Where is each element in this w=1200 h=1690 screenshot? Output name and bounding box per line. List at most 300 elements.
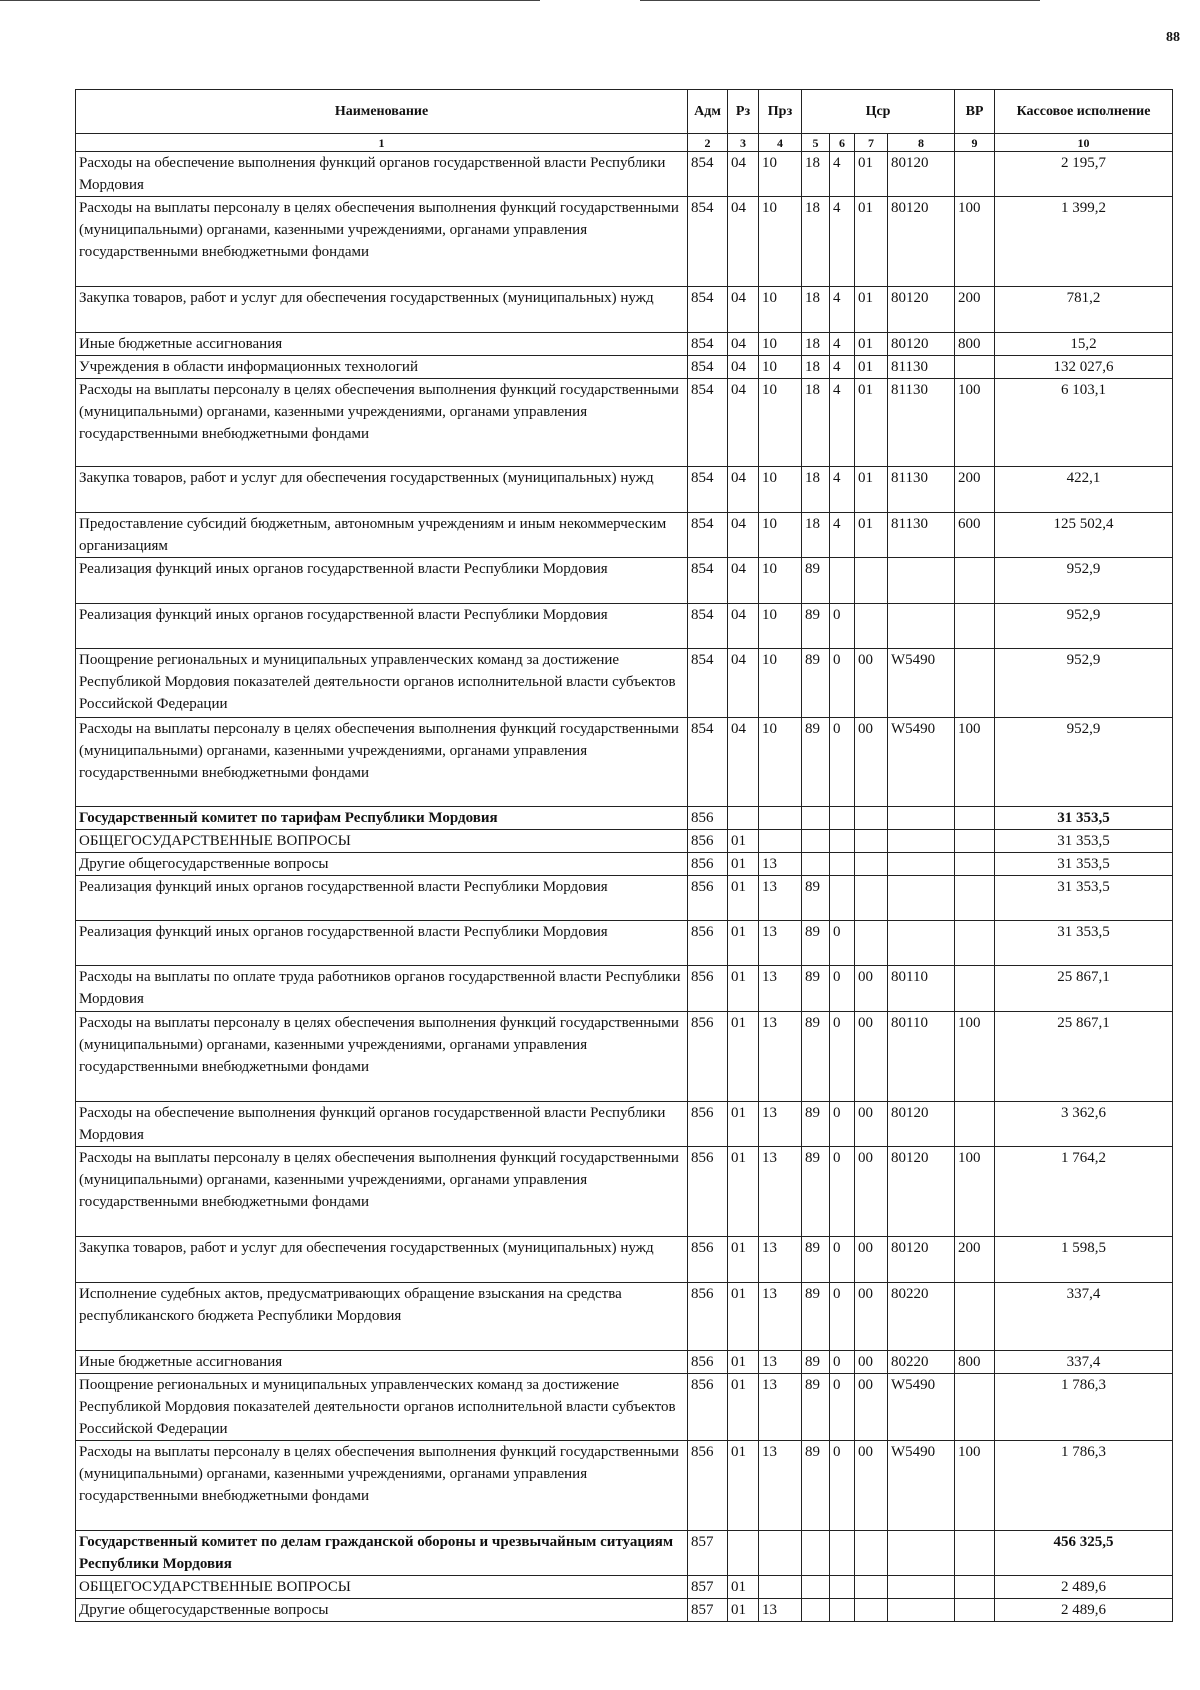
row-csr-subprogram-cell: 0: [830, 604, 855, 649]
row-csr-subprogram-cell: 0: [830, 649, 855, 718]
table-row: [76, 807, 1173, 830]
row-amount-cell: 1 786,3: [995, 1441, 1173, 1531]
row-name-cell: Расходы на выплаты персоналу в целях обеспечения выполнения функций государственными (муниципальными) органами, казенными учреждениями, органами управления государственными внебюджетными фондами: [76, 197, 688, 287]
row-adm-cell: 854: [688, 649, 728, 718]
row-name-cell: Учреждения в области информационных технологий: [76, 356, 688, 379]
budget-execution-table: [75, 89, 1173, 1622]
row-prz-cell: 13: [759, 1351, 802, 1374]
row-prz-cell: 10: [759, 649, 802, 718]
table-row: [76, 152, 1173, 197]
row-vr-cell: [955, 152, 995, 197]
row-prz-cell: [759, 1576, 802, 1599]
table-row: [76, 513, 1173, 558]
row-prz-cell: 13: [759, 876, 802, 921]
row-name-cell: Поощрение региональных и муниципальных управленческих команд за достижение Республикой Мордовия показателей деятельности органов исполнительной власти субъектов Российской Федерации: [76, 649, 688, 718]
row-vr-cell: [955, 1599, 995, 1622]
row-csr-event-cell: [855, 853, 888, 876]
row-name-cell: Иные бюджетные ассигнования: [76, 333, 688, 356]
row-csr-event-cell: 01: [855, 467, 888, 513]
header-vr: ВР: [955, 90, 995, 134]
row-csr-event-cell: 00: [855, 1147, 888, 1237]
row-name-cell: Другие общегосударственные вопросы: [76, 853, 688, 876]
row-adm-cell: 856: [688, 1283, 728, 1351]
row-vr-cell: 100: [955, 379, 995, 467]
row-amount-cell: 456 325,5: [995, 1531, 1173, 1576]
row-csr-direction-cell: 80120: [888, 1102, 955, 1147]
row-rz-cell: 01: [728, 1102, 759, 1147]
row-csr-program-cell: 89: [802, 1441, 830, 1531]
row-rz-cell: 01: [728, 1599, 759, 1622]
row-amount-cell: 422,1: [995, 467, 1173, 513]
row-csr-subprogram-cell: 0: [830, 921, 855, 966]
row-amount-cell: 952,9: [995, 558, 1173, 604]
row-csr-program-cell: [802, 853, 830, 876]
row-name-cell: Реализация функций иных органов государственной власти Республики Мордовия: [76, 558, 688, 604]
row-rz-cell: 01: [728, 830, 759, 853]
row-csr-direction-cell: 80120: [888, 152, 955, 197]
row-name-cell: Расходы на выплаты персоналу в целях обеспечения выполнения функций государственными (муниципальными) органами, казенными учреждениями, органами управления государственными внебюджетными фондами: [76, 1012, 688, 1102]
row-amount-cell: 1 399,2: [995, 197, 1173, 287]
row-amount-cell: 25 867,1: [995, 1012, 1173, 1102]
row-csr-event-cell: 00: [855, 1237, 888, 1283]
row-prz-cell: 10: [759, 287, 802, 333]
row-csr-direction-cell: [888, 1531, 955, 1576]
row-csr-subprogram-cell: [830, 1599, 855, 1622]
table-row: [76, 853, 1173, 876]
table-row: [76, 333, 1173, 356]
row-vr-cell: [955, 1531, 995, 1576]
scan-edge-line: [0, 0, 540, 1]
row-csr-direction-cell: [888, 604, 955, 649]
row-csr-program-cell: [802, 830, 830, 853]
table-row: [76, 1102, 1173, 1147]
table-row: [76, 197, 1173, 287]
row-name-cell: Закупка товаров, работ и услуг для обеспечения государственных (муниципальных) нужд: [76, 1237, 688, 1283]
row-csr-program-cell: [802, 807, 830, 830]
row-vr-cell: 100: [955, 197, 995, 287]
header-rz: Рз: [728, 90, 759, 134]
table-row: [76, 1576, 1173, 1599]
row-csr-direction-cell: [888, 830, 955, 853]
row-csr-subprogram-cell: 4: [830, 333, 855, 356]
row-csr-direction-cell: [888, 1576, 955, 1599]
table-row: [76, 718, 1173, 807]
row-adm-cell: 856: [688, 807, 728, 830]
row-csr-event-cell: 00: [855, 1102, 888, 1147]
row-csr-program-cell: 18: [802, 379, 830, 467]
row-rz-cell: 04: [728, 379, 759, 467]
row-prz-cell: 13: [759, 1441, 802, 1531]
row-vr-cell: [955, 1576, 995, 1599]
row-vr-cell: 800: [955, 333, 995, 356]
row-csr-subprogram-cell: 0: [830, 1283, 855, 1351]
row-amount-cell: 781,2: [995, 287, 1173, 333]
row-csr-subprogram-cell: 4: [830, 467, 855, 513]
row-csr-event-cell: 01: [855, 356, 888, 379]
column-number: 6: [830, 134, 855, 152]
row-csr-event-cell: 00: [855, 718, 888, 807]
row-csr-event-cell: 01: [855, 287, 888, 333]
row-csr-program-cell: 89: [802, 1147, 830, 1237]
row-csr-subprogram-cell: [830, 830, 855, 853]
row-adm-cell: 854: [688, 718, 728, 807]
row-csr-direction-cell: 81130: [888, 379, 955, 467]
row-prz-cell: 10: [759, 379, 802, 467]
table-row: [76, 1441, 1173, 1531]
row-csr-direction-cell: [888, 1599, 955, 1622]
row-csr-direction-cell: 80120: [888, 333, 955, 356]
header-csr: Цср: [802, 90, 955, 134]
table-row: [76, 1351, 1173, 1374]
row-csr-event-cell: 00: [855, 1374, 888, 1441]
row-csr-program-cell: 89: [802, 718, 830, 807]
table-row: [76, 1599, 1173, 1622]
row-vr-cell: [955, 853, 995, 876]
column-number: 3: [728, 134, 759, 152]
row-rz-cell: 04: [728, 152, 759, 197]
row-adm-cell: 854: [688, 513, 728, 558]
row-vr-cell: 600: [955, 513, 995, 558]
row-adm-cell: 856: [688, 1374, 728, 1441]
column-number: 5: [802, 134, 830, 152]
row-amount-cell: 6 103,1: [995, 379, 1173, 467]
row-prz-cell: 10: [759, 604, 802, 649]
row-vr-cell: [955, 558, 995, 604]
row-csr-event-cell: 01: [855, 197, 888, 287]
row-amount-cell: 2 489,6: [995, 1599, 1173, 1622]
row-amount-cell: 1 786,3: [995, 1374, 1173, 1441]
row-csr-subprogram-cell: 4: [830, 379, 855, 467]
row-adm-cell: 854: [688, 604, 728, 649]
row-csr-event-cell: [855, 1531, 888, 1576]
header-prz: Прз: [759, 90, 802, 134]
row-name-cell: Закупка товаров, работ и услуг для обеспечения государственных (муниципальных) нужд: [76, 287, 688, 333]
row-prz-cell: 10: [759, 558, 802, 604]
row-prz-cell: 10: [759, 197, 802, 287]
row-name-cell: Иные бюджетные ассигнования: [76, 1351, 688, 1374]
row-csr-event-cell: [855, 876, 888, 921]
column-number: 7: [855, 134, 888, 152]
row-amount-cell: 31 353,5: [995, 876, 1173, 921]
row-vr-cell: 100: [955, 1441, 995, 1531]
row-name-cell: Реализация функций иных органов государственной власти Республики Мордовия: [76, 604, 688, 649]
table-row: [76, 876, 1173, 921]
row-prz-cell: 13: [759, 1374, 802, 1441]
row-vr-cell: [955, 1283, 995, 1351]
row-csr-event-cell: 00: [855, 1351, 888, 1374]
row-rz-cell: 01: [728, 1374, 759, 1441]
column-number: 1: [76, 134, 688, 152]
row-prz-cell: 10: [759, 513, 802, 558]
column-number: 8: [888, 134, 955, 152]
row-csr-subprogram-cell: [830, 558, 855, 604]
row-csr-subprogram-cell: [830, 1576, 855, 1599]
row-csr-direction-cell: 80120: [888, 1237, 955, 1283]
row-adm-cell: 854: [688, 197, 728, 287]
row-csr-subprogram-cell: 4: [830, 152, 855, 197]
table-row: [76, 356, 1173, 379]
table-row: [76, 604, 1173, 649]
row-amount-cell: 125 502,4: [995, 513, 1173, 558]
header-amount: Кассовое исполнение: [995, 90, 1173, 134]
row-adm-cell: 854: [688, 287, 728, 333]
row-prz-cell: 10: [759, 152, 802, 197]
row-rz-cell: 01: [728, 1441, 759, 1531]
row-csr-program-cell: 18: [802, 152, 830, 197]
row-adm-cell: 857: [688, 1599, 728, 1622]
row-csr-direction-cell: 81130: [888, 467, 955, 513]
row-csr-program-cell: 89: [802, 649, 830, 718]
row-vr-cell: 100: [955, 1012, 995, 1102]
row-prz-cell: 13: [759, 1237, 802, 1283]
row-csr-event-cell: 00: [855, 966, 888, 1012]
column-number-row: [76, 134, 1173, 152]
row-prz-cell: [759, 1531, 802, 1576]
row-rz-cell: 04: [728, 287, 759, 333]
table-row: [76, 1237, 1173, 1283]
row-csr-subprogram-cell: 0: [830, 1147, 855, 1237]
row-vr-cell: [955, 356, 995, 379]
row-rz-cell: 04: [728, 649, 759, 718]
row-csr-event-cell: [855, 807, 888, 830]
row-csr-subprogram-cell: 4: [830, 356, 855, 379]
table-row: [76, 830, 1173, 853]
row-vr-cell: [955, 966, 995, 1012]
row-rz-cell: 04: [728, 558, 759, 604]
row-csr-direction-cell: 80220: [888, 1283, 955, 1351]
row-amount-cell: 952,9: [995, 718, 1173, 807]
column-number: 10: [995, 134, 1173, 152]
row-csr-direction-cell: [888, 876, 955, 921]
row-adm-cell: 856: [688, 1441, 728, 1531]
row-rz-cell: 01: [728, 966, 759, 1012]
row-vr-cell: 100: [955, 718, 995, 807]
row-csr-subprogram-cell: 0: [830, 1102, 855, 1147]
row-csr-program-cell: 18: [802, 356, 830, 379]
row-csr-direction-cell: 80110: [888, 1012, 955, 1102]
row-csr-direction-cell: W5490: [888, 1441, 955, 1531]
row-csr-direction-cell: 81130: [888, 513, 955, 558]
row-rz-cell: 04: [728, 356, 759, 379]
row-name-cell: Исполнение судебных актов, предусматривающих обращение взыскания на средства республиканского бюджета Республики Мордовия: [76, 1283, 688, 1351]
row-csr-event-cell: 01: [855, 379, 888, 467]
row-prz-cell: 10: [759, 467, 802, 513]
row-name-cell: ОБЩЕГОСУДАРСТВЕННЫЕ ВОПРОСЫ: [76, 830, 688, 853]
row-csr-program-cell: 89: [802, 1374, 830, 1441]
row-csr-direction-cell: 80220: [888, 1351, 955, 1374]
row-csr-direction-cell: [888, 558, 955, 604]
row-adm-cell: 856: [688, 966, 728, 1012]
row-csr-event-cell: [855, 1599, 888, 1622]
table-row: [76, 1531, 1173, 1576]
row-rz-cell: 04: [728, 333, 759, 356]
row-prz-cell: 10: [759, 356, 802, 379]
row-adm-cell: 857: [688, 1576, 728, 1599]
row-amount-cell: 31 353,5: [995, 807, 1173, 830]
row-name-cell: Расходы на выплаты персоналу в целях обеспечения выполнения функций государственными (муниципальными) органами, казенными учреждениями, органами управления государственными внебюджетными фондами: [76, 379, 688, 467]
row-csr-subprogram-cell: 0: [830, 1351, 855, 1374]
row-amount-cell: 337,4: [995, 1351, 1173, 1374]
row-csr-direction-cell: W5490: [888, 649, 955, 718]
row-adm-cell: 854: [688, 558, 728, 604]
row-rz-cell: 01: [728, 1283, 759, 1351]
row-vr-cell: 800: [955, 1351, 995, 1374]
row-amount-cell: 1 764,2: [995, 1147, 1173, 1237]
row-csr-program-cell: 89: [802, 1351, 830, 1374]
row-csr-subprogram-cell: 4: [830, 287, 855, 333]
row-rz-cell: 04: [728, 197, 759, 287]
header-name: Наименование: [76, 90, 688, 134]
row-prz-cell: 13: [759, 1102, 802, 1147]
table-row: [76, 1147, 1173, 1237]
row-amount-cell: 952,9: [995, 604, 1173, 649]
table-row: [76, 1012, 1173, 1102]
row-csr-program-cell: 18: [802, 467, 830, 513]
row-rz-cell: 04: [728, 467, 759, 513]
row-csr-event-cell: [855, 558, 888, 604]
row-prz-cell: 13: [759, 1012, 802, 1102]
row-csr-event-cell: [855, 830, 888, 853]
row-csr-event-cell: 00: [855, 1012, 888, 1102]
row-amount-cell: 952,9: [995, 649, 1173, 718]
row-amount-cell: 2 195,7: [995, 152, 1173, 197]
table-body: [76, 152, 1173, 1622]
row-csr-program-cell: 89: [802, 1237, 830, 1283]
row-csr-program-cell: 18: [802, 287, 830, 333]
row-adm-cell: 856: [688, 1102, 728, 1147]
row-csr-direction-cell: 80110: [888, 966, 955, 1012]
row-vr-cell: [955, 830, 995, 853]
row-csr-direction-cell: W5490: [888, 718, 955, 807]
row-name-cell: Другие общегосударственные вопросы: [76, 1599, 688, 1622]
row-adm-cell: 857: [688, 1531, 728, 1576]
row-vr-cell: [955, 649, 995, 718]
row-vr-cell: 100: [955, 1147, 995, 1237]
row-vr-cell: [955, 1102, 995, 1147]
column-number: 9: [955, 134, 995, 152]
row-amount-cell: 1 598,5: [995, 1237, 1173, 1283]
row-amount-cell: 2 489,6: [995, 1576, 1173, 1599]
row-adm-cell: 856: [688, 876, 728, 921]
row-csr-event-cell: [855, 1576, 888, 1599]
row-csr-program-cell: 89: [802, 1102, 830, 1147]
row-name-cell: Расходы на обеспечение выполнения функций органов государственной власти Республики Мордовия: [76, 1102, 688, 1147]
row-rz-cell: 04: [728, 513, 759, 558]
row-csr-event-cell: 00: [855, 649, 888, 718]
table-row: [76, 287, 1173, 333]
row-vr-cell: [955, 1374, 995, 1441]
row-csr-program-cell: 18: [802, 197, 830, 287]
table-row: [76, 467, 1173, 513]
row-adm-cell: 856: [688, 1237, 728, 1283]
row-csr-program-cell: [802, 1531, 830, 1576]
row-name-cell: Расходы на обеспечение выполнения функций органов государственной власти Республики Мордовия: [76, 152, 688, 197]
row-csr-direction-cell: 80120: [888, 1147, 955, 1237]
row-rz-cell: 04: [728, 604, 759, 649]
row-adm-cell: 854: [688, 152, 728, 197]
row-name-cell: Расходы на выплаты персоналу в целях обеспечения выполнения функций государственными (муниципальными) органами, казенными учреждениями, органами управления государственными внебюджетными фондами: [76, 1441, 688, 1531]
row-name-cell: Реализация функций иных органов государственной власти Республики Мордовия: [76, 876, 688, 921]
row-rz-cell: 01: [728, 1351, 759, 1374]
column-number: 4: [759, 134, 802, 152]
table-row: [76, 558, 1173, 604]
header-adm: Адм: [688, 90, 728, 134]
row-prz-cell: 10: [759, 333, 802, 356]
row-csr-program-cell: 89: [802, 1283, 830, 1351]
row-csr-subprogram-cell: 4: [830, 513, 855, 558]
row-name-cell: Расходы на выплаты по оплате труда работников органов государственной власти Республики Мордовия: [76, 966, 688, 1012]
row-prz-cell: 13: [759, 1599, 802, 1622]
row-rz-cell: 01: [728, 853, 759, 876]
row-csr-event-cell: [855, 921, 888, 966]
row-csr-subprogram-cell: [830, 876, 855, 921]
table-row: [76, 379, 1173, 467]
row-csr-direction-cell: 81130: [888, 356, 955, 379]
row-adm-cell: 854: [688, 379, 728, 467]
row-amount-cell: 25 867,1: [995, 966, 1173, 1012]
row-csr-program-cell: 89: [802, 921, 830, 966]
table-row: [76, 1374, 1173, 1441]
row-adm-cell: 856: [688, 1147, 728, 1237]
table-row: [76, 966, 1173, 1012]
row-rz-cell: [728, 807, 759, 830]
table-row: [76, 921, 1173, 966]
row-vr-cell: [955, 876, 995, 921]
row-name-cell: Поощрение региональных и муниципальных управленческих команд за достижение Республикой Мордовия показателей деятельности органов исполнительной власти субъектов Российской Федерации: [76, 1374, 688, 1441]
table-row: [76, 1283, 1173, 1351]
row-csr-program-cell: 18: [802, 513, 830, 558]
row-csr-program-cell: 89: [802, 1012, 830, 1102]
row-vr-cell: 200: [955, 467, 995, 513]
row-rz-cell: [728, 1531, 759, 1576]
row-amount-cell: 337,4: [995, 1283, 1173, 1351]
row-prz-cell: 13: [759, 966, 802, 1012]
row-csr-direction-cell: 80120: [888, 197, 955, 287]
row-csr-program-cell: [802, 1599, 830, 1622]
row-amount-cell: 3 362,6: [995, 1102, 1173, 1147]
scan-edge-line: [640, 0, 1040, 1]
row-prz-cell: [759, 807, 802, 830]
row-amount-cell: 31 353,5: [995, 853, 1173, 876]
row-prz-cell: 13: [759, 853, 802, 876]
row-vr-cell: [955, 807, 995, 830]
row-csr-event-cell: 01: [855, 513, 888, 558]
row-name-cell: Государственный комитет по делам гражданской обороны и чрезвычайным ситуациям Республики Мордовия: [76, 1531, 688, 1576]
row-csr-program-cell: 18: [802, 333, 830, 356]
row-adm-cell: 854: [688, 356, 728, 379]
row-csr-subprogram-cell: 0: [830, 1374, 855, 1441]
row-csr-subprogram-cell: 0: [830, 1441, 855, 1531]
row-csr-subprogram-cell: 0: [830, 1237, 855, 1283]
page-number: 88: [1166, 30, 1180, 45]
row-csr-program-cell: 89: [802, 558, 830, 604]
row-name-cell: ОБЩЕГОСУДАРСТВЕННЫЕ ВОПРОСЫ: [76, 1576, 688, 1599]
row-rz-cell: 01: [728, 1147, 759, 1237]
row-csr-subprogram-cell: [830, 1531, 855, 1576]
row-csr-event-cell: 00: [855, 1283, 888, 1351]
row-adm-cell: 856: [688, 921, 728, 966]
table-row: [76, 649, 1173, 718]
row-csr-direction-cell: 80120: [888, 287, 955, 333]
row-csr-event-cell: 01: [855, 152, 888, 197]
row-csr-direction-cell: [888, 921, 955, 966]
row-csr-program-cell: 89: [802, 604, 830, 649]
row-name-cell: Расходы на выплаты персоналу в целях обеспечения выполнения функций государственными (муниципальными) органами, казенными учреждениями, органами управления государственными внебюджетными фондами: [76, 718, 688, 807]
row-amount-cell: 15,2: [995, 333, 1173, 356]
row-prz-cell: 13: [759, 921, 802, 966]
row-amount-cell: 31 353,5: [995, 921, 1173, 966]
row-csr-direction-cell: [888, 807, 955, 830]
